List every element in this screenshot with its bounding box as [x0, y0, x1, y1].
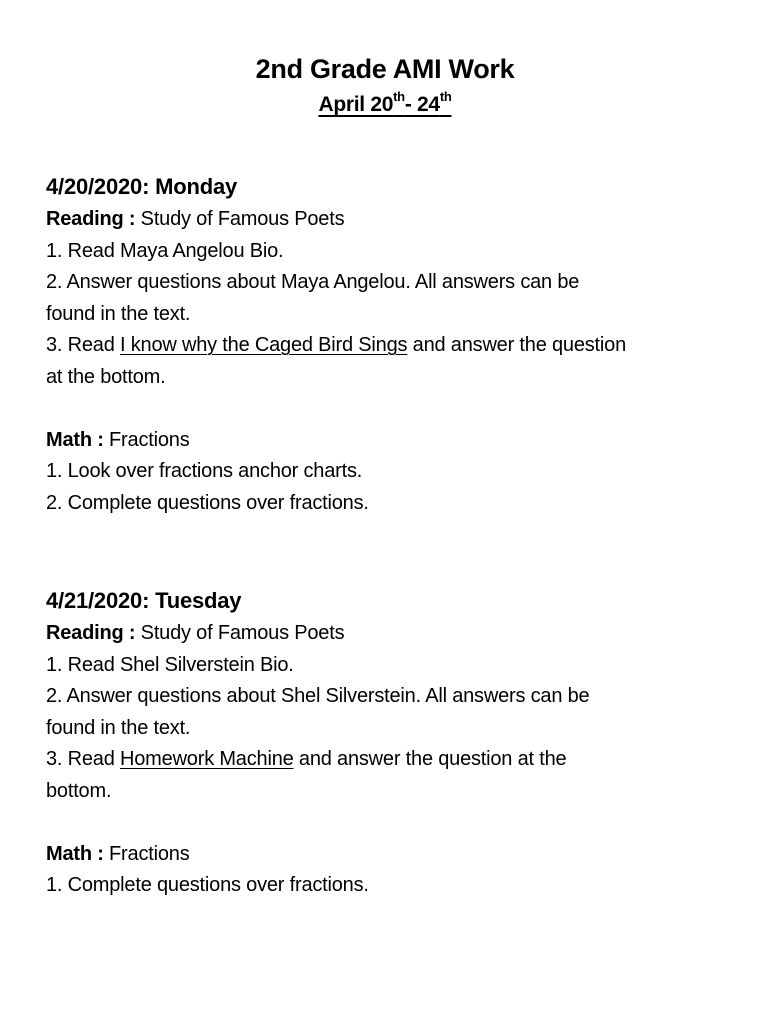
reading-item-3-continuation: at the bottom. [46, 365, 166, 388]
day-section-tuesday [46, 586, 736, 902]
reading-subject-line [46, 618, 736, 650]
reading-topic: Study of Famous Poets [135, 622, 345, 644]
reading-subject-line [46, 204, 736, 236]
reading-item-3-suffix: and answer the question [407, 334, 626, 356]
reading-item-3 [46, 744, 736, 776]
math-subject-line [46, 425, 736, 457]
day-heading: 4/20/2020: Monday [46, 174, 238, 199]
reading-item-3-continuation: bottom. [46, 779, 112, 802]
reading-item: 1. Read Maya Angelou Bio. [46, 239, 284, 262]
reading-item-3-suffix: and answer the question at the [293, 748, 567, 770]
math-topic: Fractions [103, 428, 190, 451]
reading-item-3 [46, 330, 736, 362]
poem-title: Homework Machine [120, 748, 294, 770]
day-heading: 4/21/2020: Tuesday [46, 588, 242, 613]
math-item: 1. Complete questions over fractions. [46, 874, 369, 896]
date-range-start: April 20 [318, 93, 394, 116]
reading-label: Reading : [46, 622, 136, 644]
math-label: Math : [46, 428, 104, 451]
date-range-end-suffix: th [439, 89, 452, 104]
math-topic: Fractions [103, 842, 190, 865]
date-range-underlined [318, 89, 452, 116]
date-range-subtitle [0, 90, 770, 120]
reading-item: found in the text. [46, 716, 191, 739]
poem-title: I know why the Caged Bird Sings [120, 334, 408, 356]
spacer [46, 393, 736, 425]
reading-label: Reading : [46, 208, 136, 230]
date-range-start-suffix: th [393, 89, 405, 104]
reading-item: 1. Read Shel Silverstein Bio. [46, 653, 294, 676]
reading-topic: Study of Famous Poets [135, 208, 345, 230]
spacer [46, 807, 736, 839]
reading-item: 2. Answer questions about Maya Angelou. All answers can be [46, 271, 580, 293]
math-item: 2. Complete questions over fractions. [46, 491, 369, 514]
reading-item: 2. Answer questions about Shel Silverstein. All answers can be [46, 685, 590, 707]
math-item: 1. Look over fractions anchor charts. [46, 460, 363, 482]
reading-item: found in the text. [46, 302, 191, 325]
date-range-end: - 24 [404, 93, 440, 116]
reading-item-3-prefix: 3. Read [46, 334, 121, 356]
document-title: 2nd Grade AMI Work [255, 54, 515, 84]
reading-item-3-prefix: 3. Read [46, 748, 121, 770]
day-section-monday [46, 172, 736, 519]
math-subject-line [46, 839, 736, 871]
math-label: Math : [46, 842, 104, 865]
